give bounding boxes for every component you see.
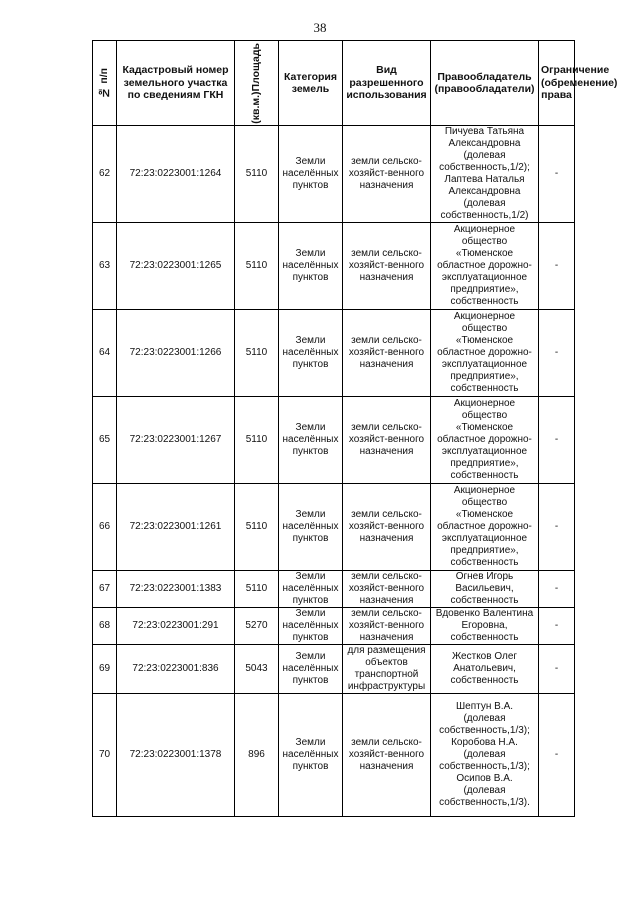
cell-use: земли сельско-хозяйст-венного назначения [343,694,431,817]
header-area: (кв.м.)Площадь [235,41,279,126]
cell-use: земли сельско-хозяйст-венного назначения [343,484,431,571]
cell-area: 5110 [235,223,279,310]
cell-holder: Пичуева Татьяна Александровна (долевая собственность,1/2); Лаптева Наталья Александровна (долевая собственность,1/2) [431,126,539,223]
table-row [93,126,575,223]
cell-num: 68 [93,608,117,645]
table-row [93,223,575,310]
cell-num: 66 [93,484,117,571]
cell-restriction: - [539,397,575,484]
cell-use: для размещения объектов транспортной инфраструктуры [343,645,431,694]
table-row [93,484,575,571]
cell-holder: Акционерное общество «Тюменское областное дорожно-эксплуатационное предприятие», собственность [431,397,539,484]
table-row [93,608,575,645]
cell-num: 65 [93,397,117,484]
table-row [93,694,575,817]
cell-cadastral: 72:23:0223001:1265 [117,223,235,310]
cell-cadastral: 72:23:0223001:1261 [117,484,235,571]
cell-cadastral: 72:23:0223001:1383 [117,571,235,608]
cell-use: земли сельско-хозяйст-венного назначения [343,223,431,310]
cell-restriction: - [539,484,575,571]
cell-area: 5043 [235,645,279,694]
cell-restriction: - [539,571,575,608]
cell-use: земли сельско-хозяйст-венного назначения [343,397,431,484]
cell-restriction: - [539,645,575,694]
cell-cadastral: 72:23:0223001:1378 [117,694,235,817]
table-row [93,645,575,694]
cell-num: 69 [93,645,117,694]
cell-num: 62 [93,126,117,223]
cell-category: Земли населённых пунктов [279,645,343,694]
cell-category: Земли населённых пунктов [279,126,343,223]
cell-category: Земли населённых пунктов [279,694,343,817]
header-use: Вид разрешенного использования [343,41,431,126]
land-plots-table [92,40,618,817]
cell-cadastral: 72:23:0223001:1267 [117,397,235,484]
table-row [93,571,575,608]
table-header-row [93,41,575,126]
header-num: № п/п [93,41,117,126]
cell-category: Земли населённых пунктов [279,310,343,397]
cell-area: 896 [235,694,279,817]
cell-cadastral: 72:23:0223001:836 [117,645,235,694]
cell-restriction: - [539,126,575,223]
cell-category: Земли населённых пунктов [279,571,343,608]
page-number: 38 [313,20,327,35]
cell-holder: Жестков Олег Анатольевич, собственность [431,645,539,694]
header-cadastral: Кадастровый номер земельного участка по сведениям ГКН [117,41,235,126]
cell-category: Земли населённых пунктов [279,484,343,571]
cell-num: 63 [93,223,117,310]
cell-category: Земли населённых пунктов [279,397,343,484]
cell-holder: Акционерное общество «Тюменское областное дорожно-эксплуатационное предприятие», собственность [431,310,539,397]
cell-num: 70 [93,694,117,817]
cell-num: 67 [93,571,117,608]
cell-use: земли сельско-хозяйст-венного назначения [343,571,431,608]
cell-category: Земли населённых пунктов [279,223,343,310]
cell-area: 5270 [235,608,279,645]
cell-cadastral: 72:23:0223001:1264 [117,126,235,223]
cell-area: 5110 [235,571,279,608]
cell-cadastral: 72:23:0223001:291 [117,608,235,645]
cell-use: земли сельско-хозяйст-венного назначения [343,310,431,397]
cell-restriction: - [539,310,575,397]
cell-area: 5110 [235,484,279,571]
table-row [93,310,575,397]
cell-area: 5110 [235,126,279,223]
cell-area: 5110 [235,310,279,397]
cell-holder: Вдовенко Валентина Егоровна, собственность [431,608,539,645]
cell-use: земли сельско-хозяйст-венного назначения [343,126,431,223]
cell-num: 64 [93,310,117,397]
cell-holder: Огнев Игорь Васильевич, собственность [431,571,539,608]
cell-holder: Акционерное общество «Тюменское областное дорожно-эксплуатационное предприятие», собственность [431,484,539,571]
cell-cadastral: 72:23:0223001:1266 [117,310,235,397]
cell-area: 5110 [235,397,279,484]
header-holder: Правообладатель (правообладатели) [431,41,539,126]
cell-category: Земли населённых пунктов [279,608,343,645]
header-category: Категория земель [279,41,343,126]
cell-holder: Акционерное общество «Тюменское областное дорожно-эксплуатационное предприятие», собственность [431,223,539,310]
header-restriction: Ограничение (обременение) права [539,41,575,126]
cell-restriction: - [539,223,575,310]
cell-holder: Шептун В.А. (долевая собственность,1/3); Коробова Н.А. (долевая собственность,1/3); Осипов В.А. (долевая собственность,1/3). [431,694,539,817]
table-row [93,397,575,484]
cell-restriction: - [539,694,575,817]
cell-use: земли сельско-хозяйст-венного назначения [343,608,431,645]
cell-restriction: - [539,608,575,645]
